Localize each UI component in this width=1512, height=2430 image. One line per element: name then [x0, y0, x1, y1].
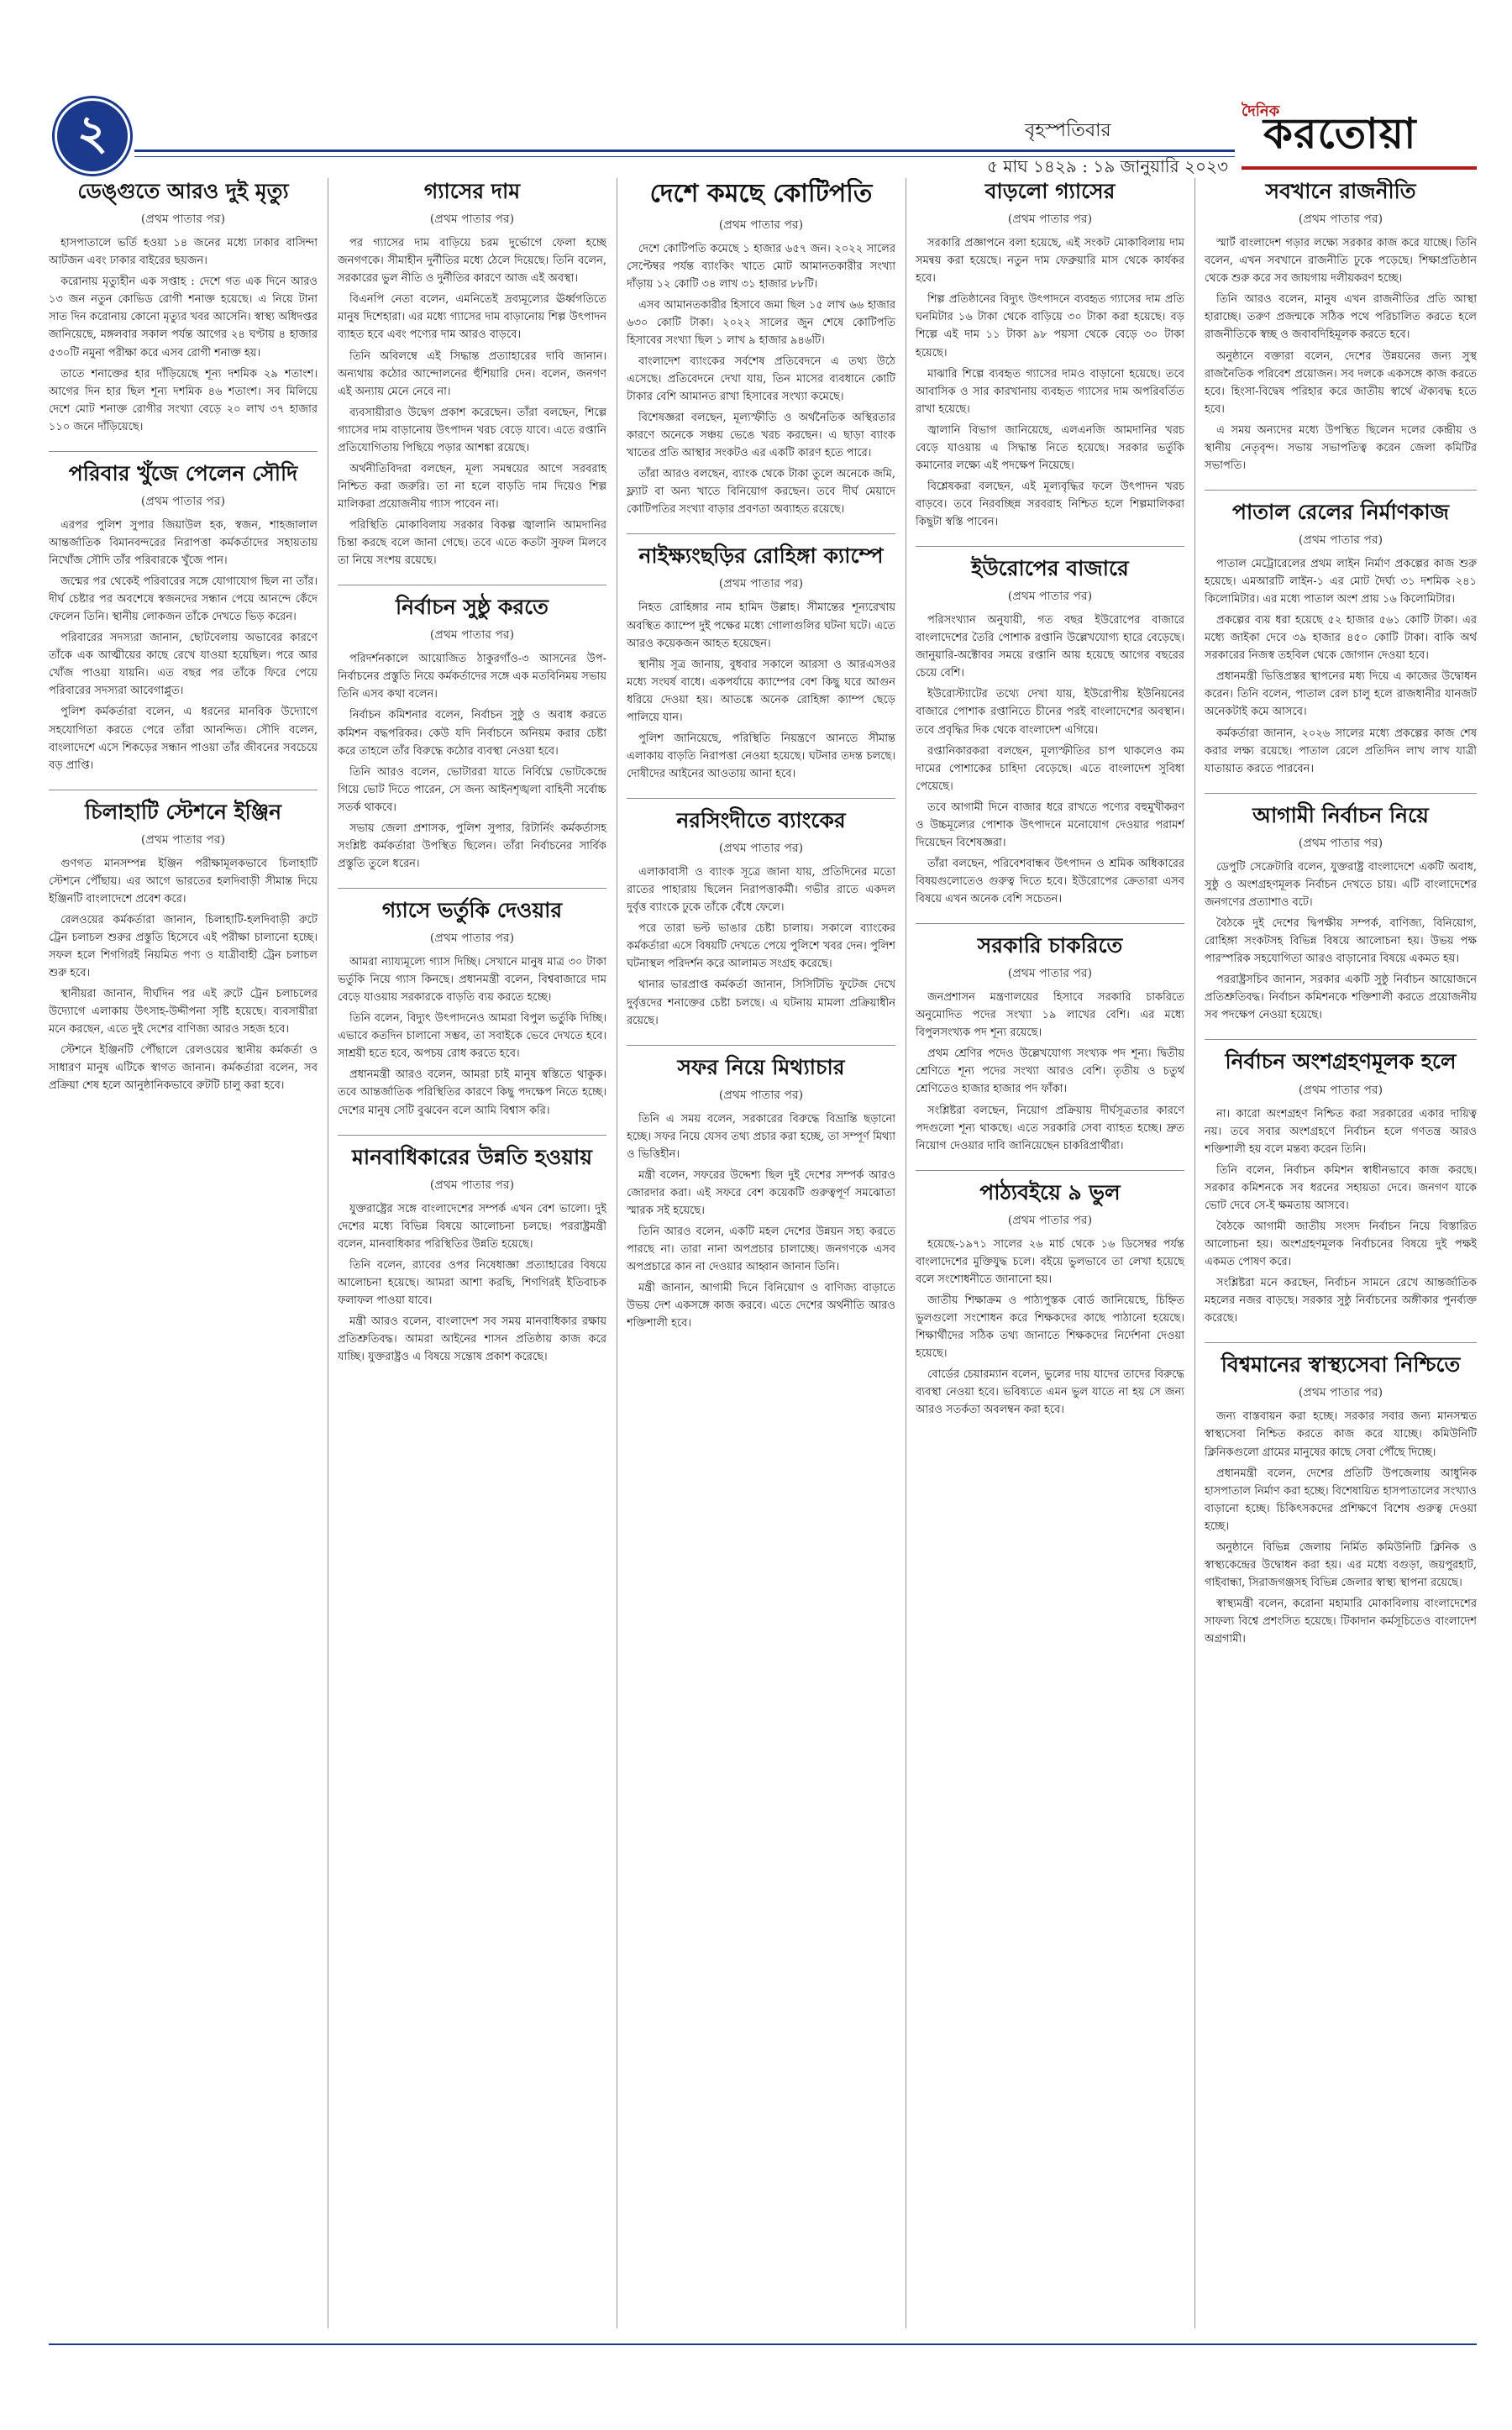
continued-label: (প্রথম পাতার পর) [718, 218, 804, 232]
paragraph: তাঁরা বলছেন, পরিবেশবান্ধব উৎপাদন ও শ্রমিক অধিকারের বিষয়গুলোতেও গুরুত্ব দিতে হবে। ইউরোপের ক্রেতারা এসব বিষয়ে এখন অনেক বেশি সচেতন। [916, 857, 1184, 905]
continued-label: (প্রথম পাতার পর) [718, 1088, 804, 1102]
paragraph: ডেপুটি সেক্রেটারি বলেন, যুক্তরাষ্ট্র বাংলাদেশে একটি অবাধ, সুষ্ঠু ও অংশগ্রহণমূলক নির্বাচন দেখতে চায়। এটি বাংলাদেশের জনগণের প্রত্যাশাও বটে। [1205, 860, 1477, 910]
paragraph: স্থানীয়রা জানান, দীর্ঘদিন পর এই রুটে ট্রেন চলাচলের উদ্যোগে এলাকায় উৎসাহ-উদ্দীপনা সৃষ্টি হয়েছে। ব্যবসায়ীরা মনে করছেন, এতে দুই দেশের বাণিজ্য আরও সহজ হবে। [49, 988, 318, 1037]
continued-label: (প্রথম পাতার পর) [429, 628, 515, 643]
paragraph: মন্ত্রী আরও বলেন, বাংলাদেশ সব সময় মানবাধিকার রক্ষায় প্রতিশ্রুতিবদ্ধ। আমরা আইনের শাসন প্রতিষ্ঠায় কাজ করে যাচ্ছি। যুক্তরাষ্ট্রও এ বিষয়ে সন্তোষ প্রকাশ করেছে। [338, 1315, 606, 1364]
paragraph: স্থানীয় সূত্র জানায়, বুধবার সকালে আরসা ও আরএসওর মধ্যে সংঘর্ষ বাধে। একপর্যায়ে ক্যাম্পের বেশ কিছু ঘরে আগুন ধরিয়ে দেওয়া হয়। আতঙ্কে অনেক রোহিঙ্গা ক্যাম্প ছেড়ে পালিয়ে যান। [627, 658, 895, 724]
paragraph: তাঁরা আরও বলছেন, ব্যাংক থেকে টাকা তুলে অনেকে জমি, ফ্ল্যাট বা অন্য খাতে বিনিয়োগ করছেন। তবে দীর্ঘ মেয়াদে কোটিপতির সংখ্যা বাড়ার প্রবণতা অব্যাহত রয়েছে। [627, 468, 895, 517]
headline: পাতাল রেলের নির্মাণকাজ [1231, 499, 1449, 524]
paragraph: হাসপাতালে ভর্তি হওয়া ১৪ জনের মধ্যে ঢাকার বাসিন্দা আটজন এবং ঢাকার বাইরের ছয়জন। [49, 237, 318, 268]
paragraph: তিনি আরও বলেন, ভোটাররা যাতে নির্বিঘ্নে ভোটকেন্দ্রে গিয়ে ভোট দিতে পারেন, সে জন্য আইনশৃঙ্খলা বাহিনী সর্বোচ্চ সতর্ক থাকবে। [338, 765, 606, 814]
headline: মানবাধিকারের উন্নতি হওয়ায় [352, 1144, 592, 1169]
article-europe-market [916, 555, 1184, 908]
paragraph: পরে তারা ভল্ট ভাঙার চেষ্টা চালায়। সকালে ব্যাংকের কর্মকর্তারা এসে বিষয়টি দেখতে পেয়ে পুলিশে খবর দেন। পুলিশ ঘটনাস্থল পরিদর্শন করে আলামত সংগ্রহ করেছে। [627, 922, 895, 971]
headline: গ্যাসের দাম [423, 179, 521, 203]
headline: ডেঙ্গুতে আরও দুই মৃত্যু [77, 179, 289, 203]
paragraph: পর গ্যাসের দাম বাড়িয়ে চরম দুর্ভোগে ফেলা হচ্ছে জনগণকে। সীমাহীন দুর্নীতির মধ্যে ঠেলে দিয়েছে। তিনি বলেন, সরকারের ভুল নীতি ও দুর্নীতির কারণে আজ এই অবস্থা। [338, 237, 606, 286]
paragraph: জন্মের পর থেকেই পরিবারের সঙ্গে যোগাযোগ ছিল না তাঁর। দীর্ঘ চেষ্টার পর অবশেষে স্বজনদের সন্ধান পেয়ে আনন্দে কেঁদে ফেলেন তিনি। স্থানীয় লোকজন তাঁকে দেখতে ভিড় করেন। [49, 575, 318, 624]
headline: নির্বাচন সুষ্ঠু করতে [396, 595, 549, 620]
article-next-election [1205, 802, 1477, 1025]
headline: বিশ্বমানের স্বাস্থ্যসেবা নিশ্চিতে [1221, 1352, 1461, 1378]
paragraph: পরিস্থিতি মোকাবিলায় সরকার বিকল্প জ্বালানি আমদানির চিন্তা করছে বলে জানা গেছে। তবে এতে কতটা সুফল মিলবে তা নিয়ে সংশয় রয়েছে। [338, 518, 606, 568]
headline: পরিবার খুঁজে পেলেন সৌদি [68, 460, 298, 485]
paragraph: সংশ্লিষ্টরা মনে করছেন, নির্বাচন সামনে রেখে আন্তর্জাতিক মহলের নজর বাড়ছে। সরকার সুষ্ঠু নির্বাচনের অঙ্গীকার পুনর্ব্যক্ত করেছে। [1205, 1277, 1477, 1325]
paragraph: জনপ্রশাসন মন্ত্রণালয়ের হিসাবে সরকারি চাকরিতে অনুমোদিত পদের সংখ্যা ১৯ লাখের বেশি। এর মধ্যে বিপুলসংখ্যক পদ শূন্য রয়েছে। [916, 991, 1184, 1040]
continued-label: (প্রথম পাতার পর) [1298, 533, 1383, 548]
article-govt-jobs [916, 932, 1184, 1155]
continued-label: (প্রথম পাতার পর) [1007, 1213, 1093, 1227]
logo-small-text: দৈনিক [1242, 102, 1280, 120]
article-bangla-gas [916, 178, 1184, 531]
paragraph: প্রধানমন্ত্রী আরও বলেন, আমরা চাই মানুষ স্বস্তিতে থাকুক। তবে আন্তর্জাতিক পরিস্থিতির কারণে কিছু পদক্ষেপ নিতে হচ্ছে। দেশের মানুষ সেটি বুঝবেন বলে আমি বিশ্বাস করি। [338, 1068, 606, 1117]
continued-label: (প্রথম পাতার পর) [1298, 1386, 1383, 1400]
paragraph: তিনি এ সময় বলেন, সরকারের বিরুদ্ধে বিভ্রান্তি ছড়ানো হচ্ছে। সফর নিয়ে যেসব তথ্য প্রচার করা হচ্ছে, তা সম্পূর্ণ মিথ্যা ও ভিত্তিহীন। [627, 1112, 895, 1161]
paragraph: তিনি অবিলম্বে এই সিদ্ধান্ত প্রত্যাহারের দাবি জানান। অন্যথায় কঠোর আন্দোলনের হুঁশিয়ারি দেন। বলেন, জনগণ এই অন্যায় মেনে নেবে না। [338, 349, 606, 398]
divider [338, 1135, 606, 1136]
paragraph: প্রধানমন্ত্রী বলেন, দেশের প্রতিটি উপজেলায় আধুনিক হাসপাতাল নির্মাণ করা হচ্ছে। বিশেষায়িত হাসপাতালের সংখ্যাও বাড়ানো হচ্ছে। চিকিৎসকদের প্রশিক্ষণে বিশেষ গুরুত্ব দেওয়া হচ্ছে। [1205, 1467, 1477, 1533]
paragraph: এলাকাবাসী ও ব্যাংক সূত্রে জানা যায়, প্রতিদিনের মতো রাতের পাহারায় ছিলেন নিরাপত্তাকর্মী। গভীর রাতে একদল দুর্বৃত্ত ব্যাংকে ঢুকে তাঁকে বেঁধে ফেলে। [627, 866, 895, 915]
headline: আগামী নির্বাচন নিয়ে [1252, 802, 1429, 827]
paragraph: প্রথম শ্রেণির পদেও উল্লেখযোগ্য সংখ্যক পদ শূন্য। দ্বিতীয় শ্রেণিতে শূন্য পদের সংখ্যা আরও বেশি। তৃতীয় ও চতুর্থ শ্রেণিতেও হাজার হাজার পদ ফাঁকা। [916, 1047, 1184, 1096]
paragraph: পরিদর্শনকালে আয়োজিত ঠাকুরগাঁও-৩ আসনের উপ-নির্বাচনের প্রস্তুতি নিয়ে কর্মকর্তাদের সঙ্গে এক মতবিনিময় সভায় তিনি এসব কথা বলেন। [338, 653, 606, 701]
headline: সরকারি চাকরিতে [977, 933, 1123, 958]
paragraph: আমরা ন্যায্যমূল্যে গ্যাস দিচ্ছি। সেখানে মানুষ মাত্র ৩০ টাকা ভর্তুকি নিয়ে গ্যাস কিনছে। প্রধানমন্ত্রী বলেন, বিশ্ববাজারে দাম বেড়ে যাওয়ায় সরকারকে বাড়তি ব্যয় করতে হচ্ছে। [338, 956, 606, 1005]
paragraph: পুলিশ জানিয়েছে, পরিস্থিতি নিয়ন্ত্রণে আনতে সীমান্ত এলাকায় বাড়তি নিরাপত্তা নেওয়া হয়েছে। ঘটনার তদন্ত চলছে। দোষীদের আইনের আওতায় আনা হবে। [627, 732, 895, 780]
paragraph: মাঝারি শিল্পে ব্যবহৃত গ্যাসের দামও বাড়ানো হয়েছে। তবে আবাসিক ও সার কারখানায় ব্যবহৃত গ্যাসের দাম অপরিবর্তিত রাখা হয়েছে। [916, 367, 1184, 416]
paragraph: ইউরোস্ট্যাটের তথ্যে দেখা যায়, ইউরোপীয় ইউনিয়নের বাজারে পোশাক রপ্তানিতে চীনের পরই বাংলাদেশের অবস্থান। তবে প্রবৃদ্ধির দিক থেকে বাংলাদেশ এগিয়ে। [916, 688, 1184, 737]
column-3 [627, 178, 895, 2328]
paragraph: বোর্ডের চেয়ারম্যান বলেন, ভুলের দায় যাদের তাদের বিরুদ্ধে ব্যবস্থা নেওয়া হবে। ভবিষ্যতে এমন ভুল যাতে না হয় সে জন্য আরও সতর্কতা অবলম্বন করা হবে। [916, 1368, 1184, 1417]
paragraph: সরকারি প্রজ্ঞাপনে বলা হয়েছে, এই সংকট মোকাবিলায় দাম সমন্বয় করা হয়েছে। নতুন দাম ফেব্রুয়ারি মাস থেকে কার্যকর হবে। [916, 237, 1184, 286]
article-bank-robbery [627, 807, 895, 1030]
headline: নাইক্ষ্যংছড়ির রোহিঙ্গা ক্যাম্পে [638, 543, 884, 569]
continued-label: (প্রথম পাতার পর) [718, 577, 804, 591]
continued-label: (প্রথম পাতার পর) [429, 932, 515, 946]
paragraph: যুক্তরাষ্ট্রের সঙ্গে বাংলাদেশের সম্পর্ক এখন বেশ ভালো। দুই দেশের মধ্যে বিভিন্ন বিষয়ে আলোচনা চলছে। পররাষ্ট্রমন্ত্রী বলেন, মানবাধিকার পরিস্থিতির উন্নতি হয়েছে। [338, 1202, 606, 1251]
headline: নরসিংদীতে ব্যাংকের [676, 807, 846, 832]
paragraph: করোনায় মৃত্যুহীন এক সপ্তাহ : দেশে গত এক দিনে আরও ১৩ জন নতুন কোভিড রোগী শনাক্ত হয়েছে। এ নিয়ে টানা সাত দিন করোনায় কোনো মৃত্যুর খবর আসেনি। স্বাস্থ্য অধিদপ্তর জানিয়েছে, মঙ্গলবার সকাল পর্যন্ত আগের ২৪ ঘণ্টায় ৪ হাজার ৫৩০টি নমুনা পরীক্ষা করে এসব রোগী শনাক্ত হয়। [49, 276, 318, 360]
continued-label: (প্রথম পাতার পর) [140, 832, 226, 847]
footer-rule [49, 2343, 1477, 2345]
column-5 [1205, 178, 1477, 2328]
article-dengue [49, 178, 318, 436]
paragraph: মন্ত্রী জানান, আগামী দিনে বিনিয়োগ ও বাণিজ্য বাড়াতে উভয় দেশ একসঙ্গে কাজ করবে। এতে দেশের অর্থনীতি আরও শক্তিশালী হবে। [627, 1282, 895, 1330]
paragraph: রেলওয়ের কর্মকর্তারা জানান, চিলাহাটি-হলদিবাড়ী রুটে ট্রেন চলাচল শুরুর প্রস্তুতি হিসেবে এই পরীক্ষা চালানো হচ্ছে। সফল হলে শিগগিরই নিয়মিত পণ্য ও যাত্রীবাহী ট্রেন চলাচল শুরু হবে। [49, 914, 318, 980]
paragraph: তিনি আরও বলেন, মানুষ এখন রাজনীতির প্রতি আস্থা হারাচ্ছে। তরুণ প্রজন্মকে সঠিক পথে পরিচালিত করতে হলে রাজনীতিকে স্বচ্ছ ও জবাবদিহিমূলক করতে হবে। [1205, 293, 1477, 342]
logo-underline [1242, 166, 1477, 170]
paragraph: পরিসংখ্যান অনুযায়ী, গত বছর ইউরোপের বাজারে বাংলাদেশের তৈরি পোশাক রপ্তানি উল্লেখযোগ্য হারে বেড়েছে। জানুয়ারি-অক্টোবর সময়ে রপ্তানি আয় হয়েছে আগের বছরের চেয়ে বেশি। [916, 614, 1184, 680]
paragraph: পুলিশ কর্মকর্তারা বলেন, এ ধরনের মানবিক উদ্যোগে সহযোগিতা করতে পেরে তাঁরা আনন্দিত। সৌদি বলেন, বাংলাদেশে এসে শিকড়ের সন্ধান পাওয়া তাঁর জীবনের সবচেয়ে বড় প্রাপ্তি। [49, 706, 318, 772]
paragraph: গুণগত মানসম্পন্ন ইঞ্জিন পরীক্ষামূলকভাবে চিলাহাটি স্টেশনে পৌঁছায়। এর আগে ভারতের হলদিবাড়ী সীমান্ত দিয়ে ইঞ্জিনটি বাংলাদেশে প্রবেশ করে। [49, 857, 318, 906]
headline: নির্বাচন অংশগ্রহণমূলক হলে [1225, 1049, 1457, 1074]
paragraph: স্বাস্থ্যমন্ত্রী বলেন, করোনা মহামারি মোকাবিলায় বাংলাদেশের সাফল্য বিশ্বে প্রশংসিত হয়েছে। টিকাদান কর্মসূচিতেও বাংলাদেশ অগ্রগামী। [1205, 1597, 1477, 1645]
page-number-badge: ২ [57, 101, 128, 171]
article-saudi [49, 460, 318, 774]
divider [627, 1045, 895, 1046]
continued-label: (প্রথম পাতার পর) [1298, 1083, 1383, 1097]
article-textbook [916, 1179, 1184, 1420]
paragraph: কর্মকর্তারা জানান, ২০২৬ সালের মধ্যে প্রকল্পের কাজ শেষ করার লক্ষ্য রয়েছে। পাতাল রেলে প্রতিদিন লাখ লাখ যাত্রী যাতায়াত করতে পারবেন। [1205, 727, 1477, 775]
article-human-rights [338, 1144, 606, 1367]
divider [1205, 793, 1477, 794]
paragraph: জ্বালানি বিভাগ জানিয়েছে, এলএনজি আমদানির খরচ বেড়ে যাওয়ায় এ সিদ্ধান্ত নিতে হয়েছে। সরকার ভর্তুকি কমানোর লক্ষ্যে এই পদক্ষেপ নিয়েছে। [916, 423, 1184, 472]
masthead-rule [134, 150, 1235, 152]
paragraph: বৈঠকে আগামী জাতীয় সংসদ নির্বাচন নিয়ে বিস্তারিত আলোচনা হয়। অংশগ্রহণমূলক নির্বাচনের বিষয়ে দুই পক্ষই একমত পোষণ করে। [1205, 1220, 1477, 1268]
continued-label: (প্রথম পাতার পর) [429, 213, 515, 227]
divider [627, 533, 895, 534]
article-underground-rail [1205, 499, 1477, 778]
page-content [49, 178, 1477, 2328]
continued-label: (প্রথম পাতার পর) [1298, 836, 1383, 850]
paragraph: নিহত রোহিঙ্গার নাম হামিদ উল্লাহ। সীমান্তের শূন্যরেখায় অবস্থিত ক্যাম্পে দুই পক্ষের মধ্যে গোলাগুলির ঘটনা ঘটে। এতে আরও কয়েকজন আহত হয়েছেন। [627, 601, 895, 650]
article-participatory [1205, 1048, 1477, 1327]
masthead [0, 0, 1512, 176]
paragraph: বিশেষজ্ঞরা বলছেন, মূল্যস্ফীতি ও অর্থনৈতিক অস্থিরতার কারণে অনেকে সঞ্চয় ভেঙে খরচ করছেন। এ ছাড়া ব্যাংক খাতের প্রতি আস্থার সংকটও এর একটি কারণ হতে পারে। [627, 411, 895, 460]
paragraph: পাতাল মেট্রোরেলের প্রথম লাইন নির্মাণ প্রকল্পের কাজ শুরু হয়েছে। এমআরটি লাইন-১ এর মোট দৈর্ঘ্য ৩১ দশমিক ২৪১ কিলোমিটার। এর মধ্যে পাতাল অংশ প্রায় ১৬ কিলোমিটার। [1205, 558, 1477, 606]
paragraph: দেশে কোটিপতি কমেছে ১ হাজার ৬৫৭ জন। ২০২২ সালের সেপ্টেম্বর পর্যন্ত ব্যাংকিং খাতে মোট আমানতকারীর সংখ্যা দাঁড়ায় ১২ কোটি ৩৪ লাখ ৩১ হাজার ৮৮টি। [627, 242, 895, 291]
paragraph: প্রধানমন্ত্রী ভিত্তিপ্রস্তর স্থাপনের মধ্য দিয়ে এ কাজের উদ্বোধন করেন। তিনি বলেন, পাতাল রেল চালু হলে রাজধানীর যানজট অনেকটাই কমে আসবে। [1205, 670, 1477, 719]
paragraph: জন্য বাস্তবায়ন করা হচ্ছে। সরকার সবার জন্য মানসম্মত স্বাস্থ্যসেবা নিশ্চিত করতে কাজ করে যাচ্ছে। কমিউনিটি ক্লিনিকগুলো গ্রামের মানুষের কাছে সেবা পৌঁছে দিচ্ছে। [1205, 1410, 1477, 1459]
headline: ইউরোপের বাজারে [971, 556, 1129, 580]
article-health-service [1205, 1351, 1477, 1648]
continued-label: (প্রথম পাতার পর) [429, 1178, 515, 1192]
continued-label: (প্রথম পাতার পর) [718, 842, 804, 856]
continued-label: (প্রথম পাতার পর) [1298, 213, 1383, 227]
column-1 [49, 178, 318, 2328]
continued-label: (প্রথম পাতার পর) [140, 495, 226, 509]
paragraph: অনুষ্ঠানে বিভিন্ন জেলায় নির্মিত কমিউনিটি ক্লিনিক ও স্বাস্থ্যকেন্দ্রের উদ্বোধন করা হয়। এর মধ্যে বগুড়া, জয়পুরহাট, গাইবান্ধা, সিরাজগঞ্জসহ বিভিন্ন জেলার স্বাস্থ্য স্থাপনা রয়েছে। [1205, 1540, 1477, 1589]
paragraph: তিনি আরও বলেন, একটি মহল দেশের উন্নয়ন সহ্য করতে পারছে না। তারা নানা অপপ্রচার চালাচ্ছে। জনগণকে এসব অপপ্রচারে কান না দেওয়ার আহ্বান জানান তিনি। [627, 1225, 895, 1274]
paragraph: বিএনপি নেতা বলেন, এমনিতেই দ্রব্যমূল্যের ঊর্ধ্বগতিতে মানুষ দিশেহারা। এর মধ্যে গ্যাসের দাম বাড়ানোয় শিল্প উৎপাদন ব্যাহত হবে এবং পণ্যের দাম আরও বাড়বে। [338, 293, 606, 342]
paragraph: নির্বাচন কমিশনার বলেন, নির্বাচন সুষ্ঠু ও অবাধ করতে কমিশন বদ্ধপরিকর। কেউ যদি নির্বাচনে অনিয়ম করার চেষ্টা করে তাহলে তাঁর বিরুদ্ধে কঠোর ব্যবস্থা নেওয়া হবে। [338, 709, 606, 758]
article-safar [627, 1054, 895, 1333]
issue-date: ৫ মাঘ ১৪২৯ : ১৯ জানুয়ারি ২০২৩ [987, 156, 1228, 176]
article-gas-subsidy [338, 897, 606, 1120]
divider [916, 546, 1184, 547]
divider [1205, 1342, 1477, 1343]
paragraph: সভায় জেলা প্রশাসক, পুলিশ সুপার, রিটার্নিং কর্মকর্তাসহ সংশ্লিষ্ট কর্মকর্তারা উপস্থিত ছিলেন। তাঁরা নির্বাচনের সার্বিক প্রস্তুতি তুলে ধরেন। [338, 821, 606, 870]
article-millionaires [627, 178, 895, 518]
paragraph: পররাষ্ট্রসচিব জানান, সরকার একটি সুষ্ঠু নির্বাচন আয়োজনে প্রতিশ্রুতিবদ্ধ। নির্বাচন কমিশনকে শক্তিশালী করতে প্রয়োজনীয় সব পদক্ষেপ নেওয়া হয়েছে। [1205, 974, 1477, 1022]
newspaper-logo [1242, 99, 1477, 171]
divider [916, 923, 1184, 924]
paragraph: তাতে শনাক্তের হার দাঁড়িয়েছে শূন্য দশমিক ২৯ শতাংশ। আগের দিন হার ছিল শূন্য দশমিক ৪৬ শতাংশ। সব মিলিয়ে দেশে মোট শনাক্ত রোগীর সংখ্যা বেড়ে ২০ লাখ ৩৭ হাজার ১১০ জনে দাঁড়িয়েছে। [49, 367, 318, 433]
paragraph: তিনি বলেন, নির্বাচন কমিশন স্বাধীনভাবে কাজ করছে। সরকার কমিশনকে সব ধরনের সহায়তা দেবে। জনগণ যাকে ভোট দেবে সে-ই ক্ষমতায় আসবে। [1205, 1163, 1477, 1212]
divider [916, 1170, 1184, 1171]
article-politics-everywhere [1205, 178, 1477, 475]
paragraph: বিশ্লেষকরা বলছেন, এই মূল্যবৃদ্ধির ফলে উৎপাদন খরচ বাড়বে। তবে নিরবচ্ছিন্ন সরবরাহ নিশ্চিত হলে শিল্পমালিকরা কিছুটা স্বস্তি পাবেন। [916, 480, 1184, 528]
headline: বাড়লো গ্যাসের [984, 179, 1116, 203]
paragraph: তিনি বলেন, র‍্যাবের ওপর নিষেধাজ্ঞা প্রত্যাহারের বিষয়ে আলোচনা হয়েছে। আমরা আশা করছি, শিগগিরই ইতিবাচক ফলাফল পাওয়া যাবে। [338, 1258, 606, 1308]
continued-label: (প্রথম পাতার পর) [1007, 967, 1093, 981]
headline: চিলাহাটি স্টেশনে ইঞ্জিন [84, 799, 282, 824]
paragraph: এ সময় অন্যদের মধ্যে উপস্থিত ছিলেন দলের কেন্দ্রীয় ও স্থানীয় নেতৃবৃন্দ। সভায় সভাপতিত্ব করেন জেলা কমিটির সভাপতি। [1205, 423, 1477, 472]
paragraph: তিনি বলেন, বিদ্যুৎ উৎপাদনেও আমরা বিপুল ভর্তুকি দিচ্ছি। এভাবে কতদিন চালানো সম্ভব, তা সবাইকে ভেবে দেখতে হবে। সাশ্রয়ী হতে হবে, অপচয় রোধ করতে হবে। [338, 1012, 606, 1061]
paragraph: অনুষ্ঠানে বক্তারা বলেন, দেশের উন্নয়নের জন্য সুস্থ রাজনৈতিক পরিবেশ প্রয়োজন। সব দলকে একসঙ্গে কাজ করতে হবে। হিংসা-বিদ্বেষ পরিহার করে জাতীয় স্বার্থে ঐক্যবদ্ধ হতে হবে। [1205, 349, 1477, 416]
divider [338, 888, 606, 889]
paragraph: তবে আগামী দিনে বাজার ধরে রাখতে পণ্যের বহুমুখীকরণ ও উচ্চমূল্যের পোশাক উৎপাদনে মনোযোগ দেওয়ার পরামর্শ দিয়েছেন বিশেষজ্ঞরা। [916, 800, 1184, 849]
paragraph: বৈঠকে দুই দেশের দ্বিপক্ষীয় সম্পর্ক, বাণিজ্য, বিনিয়োগ, রোহিঙ্গা সংকটসহ বিভিন্ন বিষয়ে আলোচনা হয়। উভয় পক্ষ পারস্পরিক সহযোগিতা আরও বাড়ানোর বিষয়ে একমত হয়। [1205, 917, 1477, 966]
article-gas-price [338, 178, 606, 569]
paragraph: এরপর পুলিশ সুপার জিয়াউল হক, স্বজন, শাহজালাল আন্তর্জাতিক বিমানবন্দরের নিরাপত্তা কর্মকর্তাদের সহায়তায় নিখোঁজ সৌদি তাঁর পরিবারকে খুঁজে পান। [49, 519, 318, 568]
paragraph: জাতীয় শিক্ষাক্রম ও পাঠ্যপুস্তক বোর্ড জানিয়েছে, চিহ্নিত ভুলগুলো সংশোধন করে শিক্ষকদের কাছে পাঠানো হয়েছে। শিক্ষার্থীদের সঠিক তথ্য জানাতে শিক্ষকদের নির্দেশনা দেওয়া হয়েছে। [916, 1294, 1184, 1361]
divider [1205, 490, 1477, 491]
column-rule [1194, 178, 1195, 2328]
paragraph: অর্থনীতিবিদরা বলছেন, মূল্য সমন্বয়ের আগে সরবরাহ নিশ্চিত করা জরুরি। তা না হলে বাড়তি দাম দিয়েও শিল্প মালিকরা প্রয়োজনীয় গ্যাস পাবেন না। [338, 462, 606, 511]
paragraph: পরিবারের সদস্যরা জানান, ছোটবেলায় অভাবের কারণে তাঁকে এক আত্মীয়ের কাছে রেখে যাওয়া হয়েছিল। পরে আর খোঁজ পাওয়া যায়নি। এত বছর পর তাঁকে ফিরে পেয়ে পরিবারের সদস্যরা আবেগাপ্লুত। [49, 632, 318, 698]
headline: গ্যাসে ভর্তুকি দেওয়ার [381, 897, 563, 922]
paragraph: মন্ত্রী বলেন, সফরের উদ্দেশ্য ছিল দুই দেশের সম্পর্ক আরও জোরদার করা। এই সফরে বেশ কয়েকটি গুরুত্বপূর্ণ সমঝোতা স্মারক সই হয়েছে। [627, 1168, 895, 1218]
continued-label: (প্রথম পাতার পর) [140, 213, 226, 227]
paragraph: প্রকল্পের ব্যয় ধরা হয়েছে ৫২ হাজার ৫৬১ কোটি টাকা। এর মধ্যে জাইকা দেবে ৩৯ হাজার ৪৫০ কোটি টাকা। বাকি অর্থ সরকারের নিজস্ব তহবিল থেকে জোগান দেওয়া হবে। [1205, 614, 1477, 663]
paragraph: সংশ্লিষ্টরা বলছেন, নিয়োগ প্রক্রিয়ায় দীর্ঘসূত্রতার কারণে পদগুলো শূন্য থাকছে। এতে সরকারি সেবা ব্যাহত হচ্ছে। দ্রুত নিয়োগ দেওয়ার দাবি জানিয়েছেন চাকরিপ্রার্থীরা। [916, 1104, 1184, 1152]
continued-label: (প্রথম পাতার পর) [1007, 213, 1093, 227]
paragraph: রপ্তানিকারকরা বলছেন, মূল্যস্ফীতির চাপ থাকলেও কম দামের পোশাকের চাহিদা বেড়েছে। এতে বাংলাদেশ সুবিধা পেয়েছে। [916, 744, 1184, 793]
article-chilahati [49, 799, 318, 1095]
paragraph: বাংলাদেশ ব্যাংকের সর্বশেষ প্রতিবেদনে এ তথ্য উঠে এসেছে। প্রতিবেদনে দেখা যায়, তিন মাসের ব্যবধানে কোটি টাকার বেশি আমানত রাখা হিসাবের সংখ্যা কমেছে। [627, 354, 895, 403]
headline: সফর নিয়ে মিথ্যাচার [677, 1054, 845, 1079]
paragraph: ব্যবসায়ীরাও উদ্বেগ প্রকাশ করেছেন। তাঁরা বলছেন, শিল্পে গ্যাসের দাম বাড়ানোয় উৎপাদন খরচ বেড়ে যাবে। এতে রপ্তানি প্রতিযোগিতায় পিছিয়ে পড়ার আশঙ্কা রয়েছে। [338, 406, 606, 454]
headline: সবখানে রাজনীতি [1265, 179, 1416, 203]
article-rohingya [627, 543, 895, 783]
divider [627, 798, 895, 799]
paragraph: হয়েছে-১৯৭১ সালের ২৬ মার্চ থেকে ১৬ ডিসেম্বর পর্যন্ত বাংলাদেশের মুক্তিযুদ্ধ চলে। বইয়ে ভুলভাবে তা লেখা হয়েছে বলে সংশোধনীতে জানানো হয়। [916, 1237, 1184, 1287]
paragraph: স্টেশনে ইঞ্জিনটি পৌঁছালে রেলওয়ের স্থানীয় কর্মকর্তা ও সাধারণ মানুষ এটিকে স্বাগত জানান। কর্মকর্তারা বলেন, সব প্রক্রিয়া শেষ হলে আনুষ্ঠানিকভাবে রুটটি চালু করা হবে। [49, 1044, 318, 1093]
issue-day: বৃহস্পতিবার [1025, 120, 1111, 141]
headline: পাঠ্যবইয়ে ৯ ভুল [979, 1179, 1121, 1205]
headline: দেশে কমছে কোটিপতি [649, 179, 873, 208]
column-4 [916, 178, 1184, 2328]
logo-big-text: করতোয়া [1263, 109, 1417, 158]
continued-label: (প্রথম পাতার পর) [1007, 590, 1093, 604]
paragraph: শিল্প প্রতিষ্ঠানের বিদ্যুৎ উৎপাদনে ব্যবহৃত গ্যাসের দাম প্রতি ঘনমিটার ১৬ টাকা থেকে বাড়িয়ে ৩০ টাকা করা হয়েছে। বড় শিল্পে এই দাম ১১ টাকা ৯৮ পয়সা থেকে বেড়ে ৩০ টাকা হয়েছে। [916, 293, 1184, 360]
divider [49, 451, 318, 452]
paragraph: থানার ভারপ্রাপ্ত কর্মকর্তা জানান, সিসিটিভি ফুটেজ দেখে দুর্বৃত্তদের শনাক্তের চেষ্টা চলছে। এ ঘটনায় মামলা প্রক্রিয়াধীন রয়েছে। [627, 979, 895, 1027]
divider [1205, 1039, 1477, 1040]
column-2 [338, 178, 606, 2328]
article-election-fair [338, 594, 606, 873]
paragraph: এসব আমানতকারীর হিসাবে জমা ছিল ১৫ লাখ ৬৬ হাজার ৬৩০ কোটি টাকা। ২০২২ সালের জুন শেষে কোটিপতি হিসাবের সংখ্যা ছিল ১ লাখ ৯ হাজার ৯৪৬টি। [627, 298, 895, 347]
paragraph: না। কারো অংশগ্রহণ নিশ্চিত করা সরকারের একার দায়িত্ব নয়। তবে সবার অংশগ্রহণে নির্বাচন হলে গণতন্ত্র আরও শক্তিশালী হয় বলে মন্তব্য করেন তিনি। [1205, 1107, 1477, 1156]
paragraph: স্মার্ট বাংলাদেশ গড়ার লক্ষ্যে সরকার কাজ করে যাচ্ছে। তিনি বলেন, এখন সবখানে রাজনীতি ঢুকে পড়েছে। শিক্ষাপ্রতিষ্ঠান থেকে শুরু করে সব জায়গায় দলীয়করণ হচ্ছে। [1205, 237, 1477, 286]
